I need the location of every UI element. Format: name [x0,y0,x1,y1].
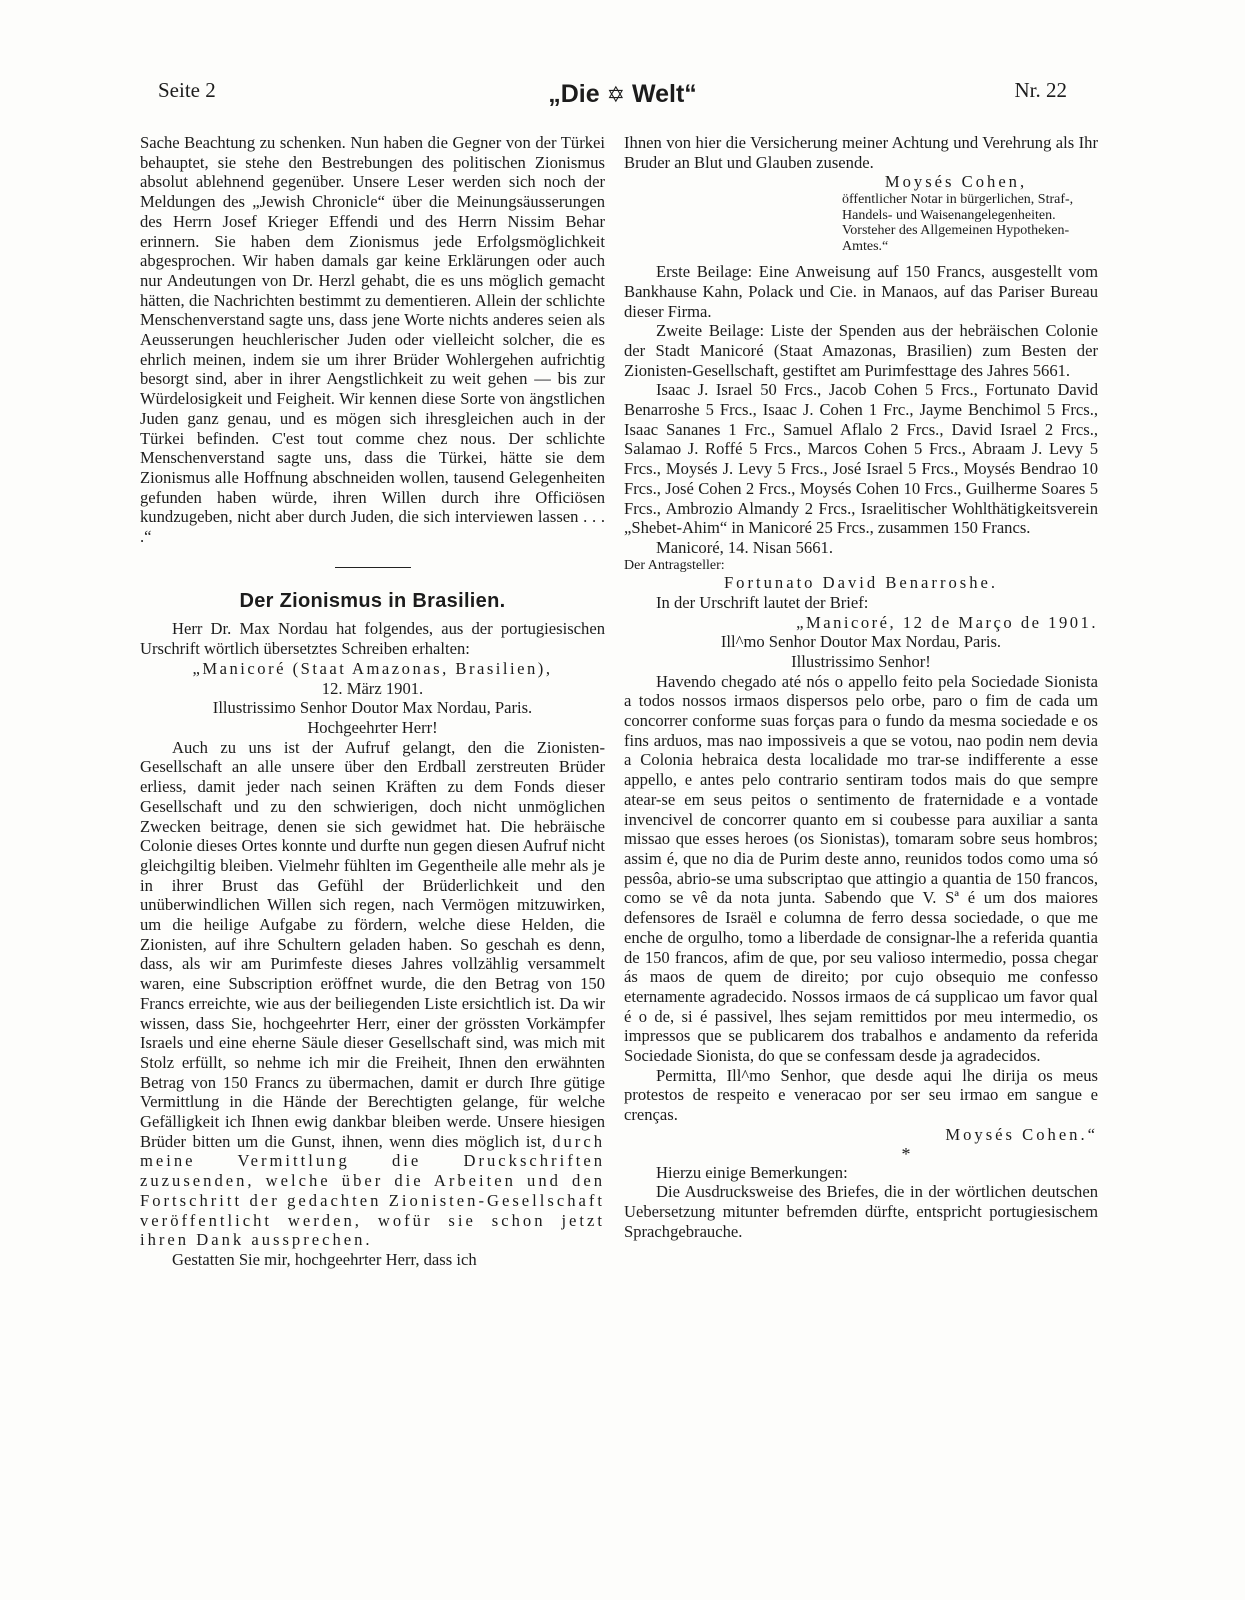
intro-paragraph: Sache Beachtung zu schenken. Nun haben die Gegner von der Türkei behauptet, sie stehe den Bestrebungen des politischen Zionismus absolut ablehnend gegenüber. Unsere Leser werden sich noch der Meldungen des „Jewish Chronicle“ über die Meinungsäusserungen des Herrn Josef Krieger Effendi und des Herrn Nissim Behar erinnern. Sie haben dem Zionismus jede Erfolgsmöglichkeit abgesprochen. Wir haben damals gar keine Erklärungen oder auch nur Andeutungen von Dr. Herzl gehabt, die es uns möglich gemacht hätten, die Nachrichten bestimmt zu dementieren. Allein der schlichte Menschenverstand sagte uns, dass jene Worte nichts anderes seien als Aeusserungen heuchlerischer Juden oder vielleicht solcher, die es ehrlich meinen, indem sie um ihrer Brüder Wohlergehen aufrichtig besorgt sind, aber in ihrer Aengstlichkeit zu weit gehen — bis zur Würdelosigkeit und Feigheit. Wir kennen diese Sorte von ängstlichen Juden ganz genau, und es mögen sich ihresgleichen auch in der Türkei befinden. C'est tout comme chez nous. Der schlichte Menschenverstand sagte uns, dass die Türkei, hätte sie dem Zionismus alle Hoffnung abschneiden wollen, tausend Gelegenheiten gefunden haben würde, ihren Willen durch ihre Officiösen kundzugeben, nicht aber durch Juden, die sich interviewen lassen . . . .“ [140,133,605,547]
masthead-prefix: „Die [548,80,600,108]
enclosure-two: Zweite Beilage: Liste der Spenden aus der hebräischen Colonie der Stadt Manicoré (Staat Amazonas, Brasilien) zum Besten der Zionisten-Gesellschaft, gestiftet am Purimfesttage des Jahres 5661. [624,321,1098,380]
asterisk-separator: * [901,1143,911,1164]
pt-signature: Moysés Cohen.“ [945,1124,1098,1144]
masthead-suffix: Welt“ [631,80,697,108]
signature-name: Moysés Cohen, [884,172,1028,192]
letter-closing-continued: Ihnen von hier die Versicherung meiner Achtung und Verehrung als Ihr Bruder an Blut und Glauben zusende. [624,133,1098,172]
applicant-label: Der Antragsteller: [624,557,725,573]
pt-body: Havendo chegado até nós o appello feito pela Sociedade Sionista a todos nossos irmaos dispersos pelo orbe, paro o fim de cada um concorrer conforme suas forças para o fundo da mesma sociedade e os fins arduos, mas nao impossiveis a que se votou, nao podin nem devia a Colonia hebraica desta localidade mo trar-se indifferente a esse appello, e antes pelo contrario sentiram todos mais do que sempre atear-se em seus peitos o sentimento de fraternidade e a vontade invencivel de concorrer quanto em si coubesse para auxiliar a santa missao que esses heroes (os Sionistas), tomaram sobre seus hombros; assim é, que no dia de Purim deste anno, reunidos todos como uma só pessôa, abrio-se uma subscriptao que attingio a quantia de 150 francos, como se vê da nota junta. Sabendo que V. Sª é um dos maiores defensores de Israël e columna de ferro dessa sociedade, o que me enche de orgulho, tomo a liberdade de consignar-lhe a referida quantia de 150 francos, afim de que, por seu valioso intermedio, possa chegar ás maos de quem de direito; por cujo obsequio me confesso eternamente agradecido. Nossos irmaos de cá supplicao um favor qual é o de, si é passivel, lhes sejam remittidos por meu intermedio, os impressos que se publicarem dos trabalhos e andamento da referida Sociedade Sionista, do que se confessam desde ja agradecidos. [624,671,1098,1066]
star-of-david-icon: ✡ [606,82,625,107]
left-column [140,133,605,1270]
letter-date: 12. März 1901. [321,678,424,698]
spacer [624,254,1098,262]
page-number: Seite 2 [158,78,216,102]
enclosure-one: Erste Beilage: Eine Anweisung auf 150 Francs, ausgestellt vom Bankhause Kahn, Polack und Cie. in Manaos, auf das Pariser Bureau dieser Firma. [624,262,1098,321]
section-title: Der Zionismus in Brasilien. [239,589,506,612]
pt-salutation: Illustrissimo Senhor! [791,651,931,671]
letter-addressee: Illustrissimo Senhor Doutor Max Nordau, Paris. [212,698,533,718]
donor-list: Isaac J. Israel 50 Frcs., Jacob Cohen 5 Frcs., Fortunato David Benarroshe 5 Frcs., Isaac J. Cohen 1 Frc., Jayme Benchimol 5 Frcs., Isaac Sananes 1 Frc., Samuel Aflalo 2 Frcs., David Israel 2 Frcs., Salamao J. Roffé 5 Frcs., Marcos Cohen 5 Frcs., Abraam J. Levy 5 Frcs., Moysés J. Levy 5 Frcs., José Israel 5 Frcs., Moysés Bendrao 10 Frcs., José Cohen 2 Frcs., Moysés Cohen 10 Frcs., Guilherme Soares 5 Frcs., Ambrozio Almandy 2 Frcs., Israelitischer Wohlthätigkeitsverein „Shebet-Ahim“ in Manicoré 25 Frcs., zusammen 150 Francs. [624,380,1098,538]
letter-place: „Manicoré (Staat Amazonas, Brasilien), [192,658,553,678]
remarks-title: Hierzu einige Bemerkungen: [656,1162,848,1182]
pt-dateline: „Manicoré, 12 de Março de 1901. [796,612,1098,632]
pt-addressee: Ill^mo Senhor Doutor Max Nordau, Paris. [720,632,1002,652]
original-intro: In der Urschrift lautet der Brief: [656,592,869,612]
signature-title: öffentlicher Notar in bürgerlichen, Straf-, Handels- und Waisenangelegenheiten. Vorsteher des Allgemeinen Hypotheken-Amtes.“ [842,192,1074,254]
letter-body-text: Auch zu uns ist der Aufruf gelangt, den die Zionisten-Gesellschaft an alle unsere über den Erdball zerstreuten Brüder erliess, damit jeder nach seinen Kräften zu dem Fonds dieser Gesellschaft und zu den schwierigen, doch nicht unmöglichen Zwecken beitrage, denen sie sich gewidmet hat. Die hebräische Colonie dieses Ortes konnte und durfte nun gegen diesen Aufruf nicht gleichgiltig bleiben. Vielmehr fühlten im Gegentheile alle mehr als je in ihrer Brust das Gefühl der Brüderlichkeit und den unüberwindlichen Willen sich regen, nach Vermögen mitzuwirken, um die heilige Aufgabe zu fördern, welche diese Helden, die Zionisten, auf ihre Schultern geladen haben. So geschah es denn, dass, als wir am Purimfeste dieses Jahres vollzählig versammelt waren, eine Subscription eröffnet wurde, die den Betrag von 150 Francs erreichte, wie aus der beiliegenden Liste ersichtlich ist. Da wir wissen, dass Sie, hochgeehrter Herr, einer der grössten Vorkämpfer Israels und eine eherne Säule dieser Gesellschaft sind, was mich mit Stolz erfüllt, so nehme ich mir die Freiheit, Ihnen den erwähnten Betrag von 150 Francs zu übermachen, damit er durch Ihre gütige Vermittlung in die Hände der Berechtigten gelange, für welche Gefälligkeit ich Ihnen ewig dankbar bleiben werde. Unsere hiesigen Brüder bitten um die Gunst, ihnen, wenn dies möglich ist, [140,737,605,1151]
right-column [624,133,1098,1241]
letter-closing-start: Gestatten Sie mir, hochgeehrter Herr, dass ich [172,1249,477,1269]
pt-closing: Permitta, Ill^mo Senhor, que desde aqui lhe dirija os meus protestos de respeito e veneracao por ser seu irmao em sangue e crenças. [624,1065,1098,1125]
issue-number: Nr. 22 [1014,78,1067,102]
applicant-name: Fortunato David Benarroshe. [723,573,999,593]
letter-body-spaced: durch meine Vermittlung die Druckschriften zuzusenden, welche über die Arbeiten und den Fortschritt der gedachten Zionisten-Gesellschaft veröffentlicht werden, wofür sie schon jetzt ihren Dank aussprechen. [140,1131,605,1250]
list-dateline: Manicoré, 14. Nisan 5661. [656,537,833,557]
remarks-body: Die Ausdrucksweise des Briefes, die in der wörtlichen deutschen Uebersetzung mitunter befremden dürfte, entspricht portugiesischem Sprachgebrauche. [624,1182,1098,1241]
article-lead: Herr Dr. Max Nordau hat folgendes, aus der portugiesischen Urschrift wörtlich übersetztes Schreiben erhalten: [140,619,605,659]
letter-salutation: Hochgeehrter Herr! [307,717,438,737]
letter-body [140,738,605,1250]
section-divider [335,567,411,568]
